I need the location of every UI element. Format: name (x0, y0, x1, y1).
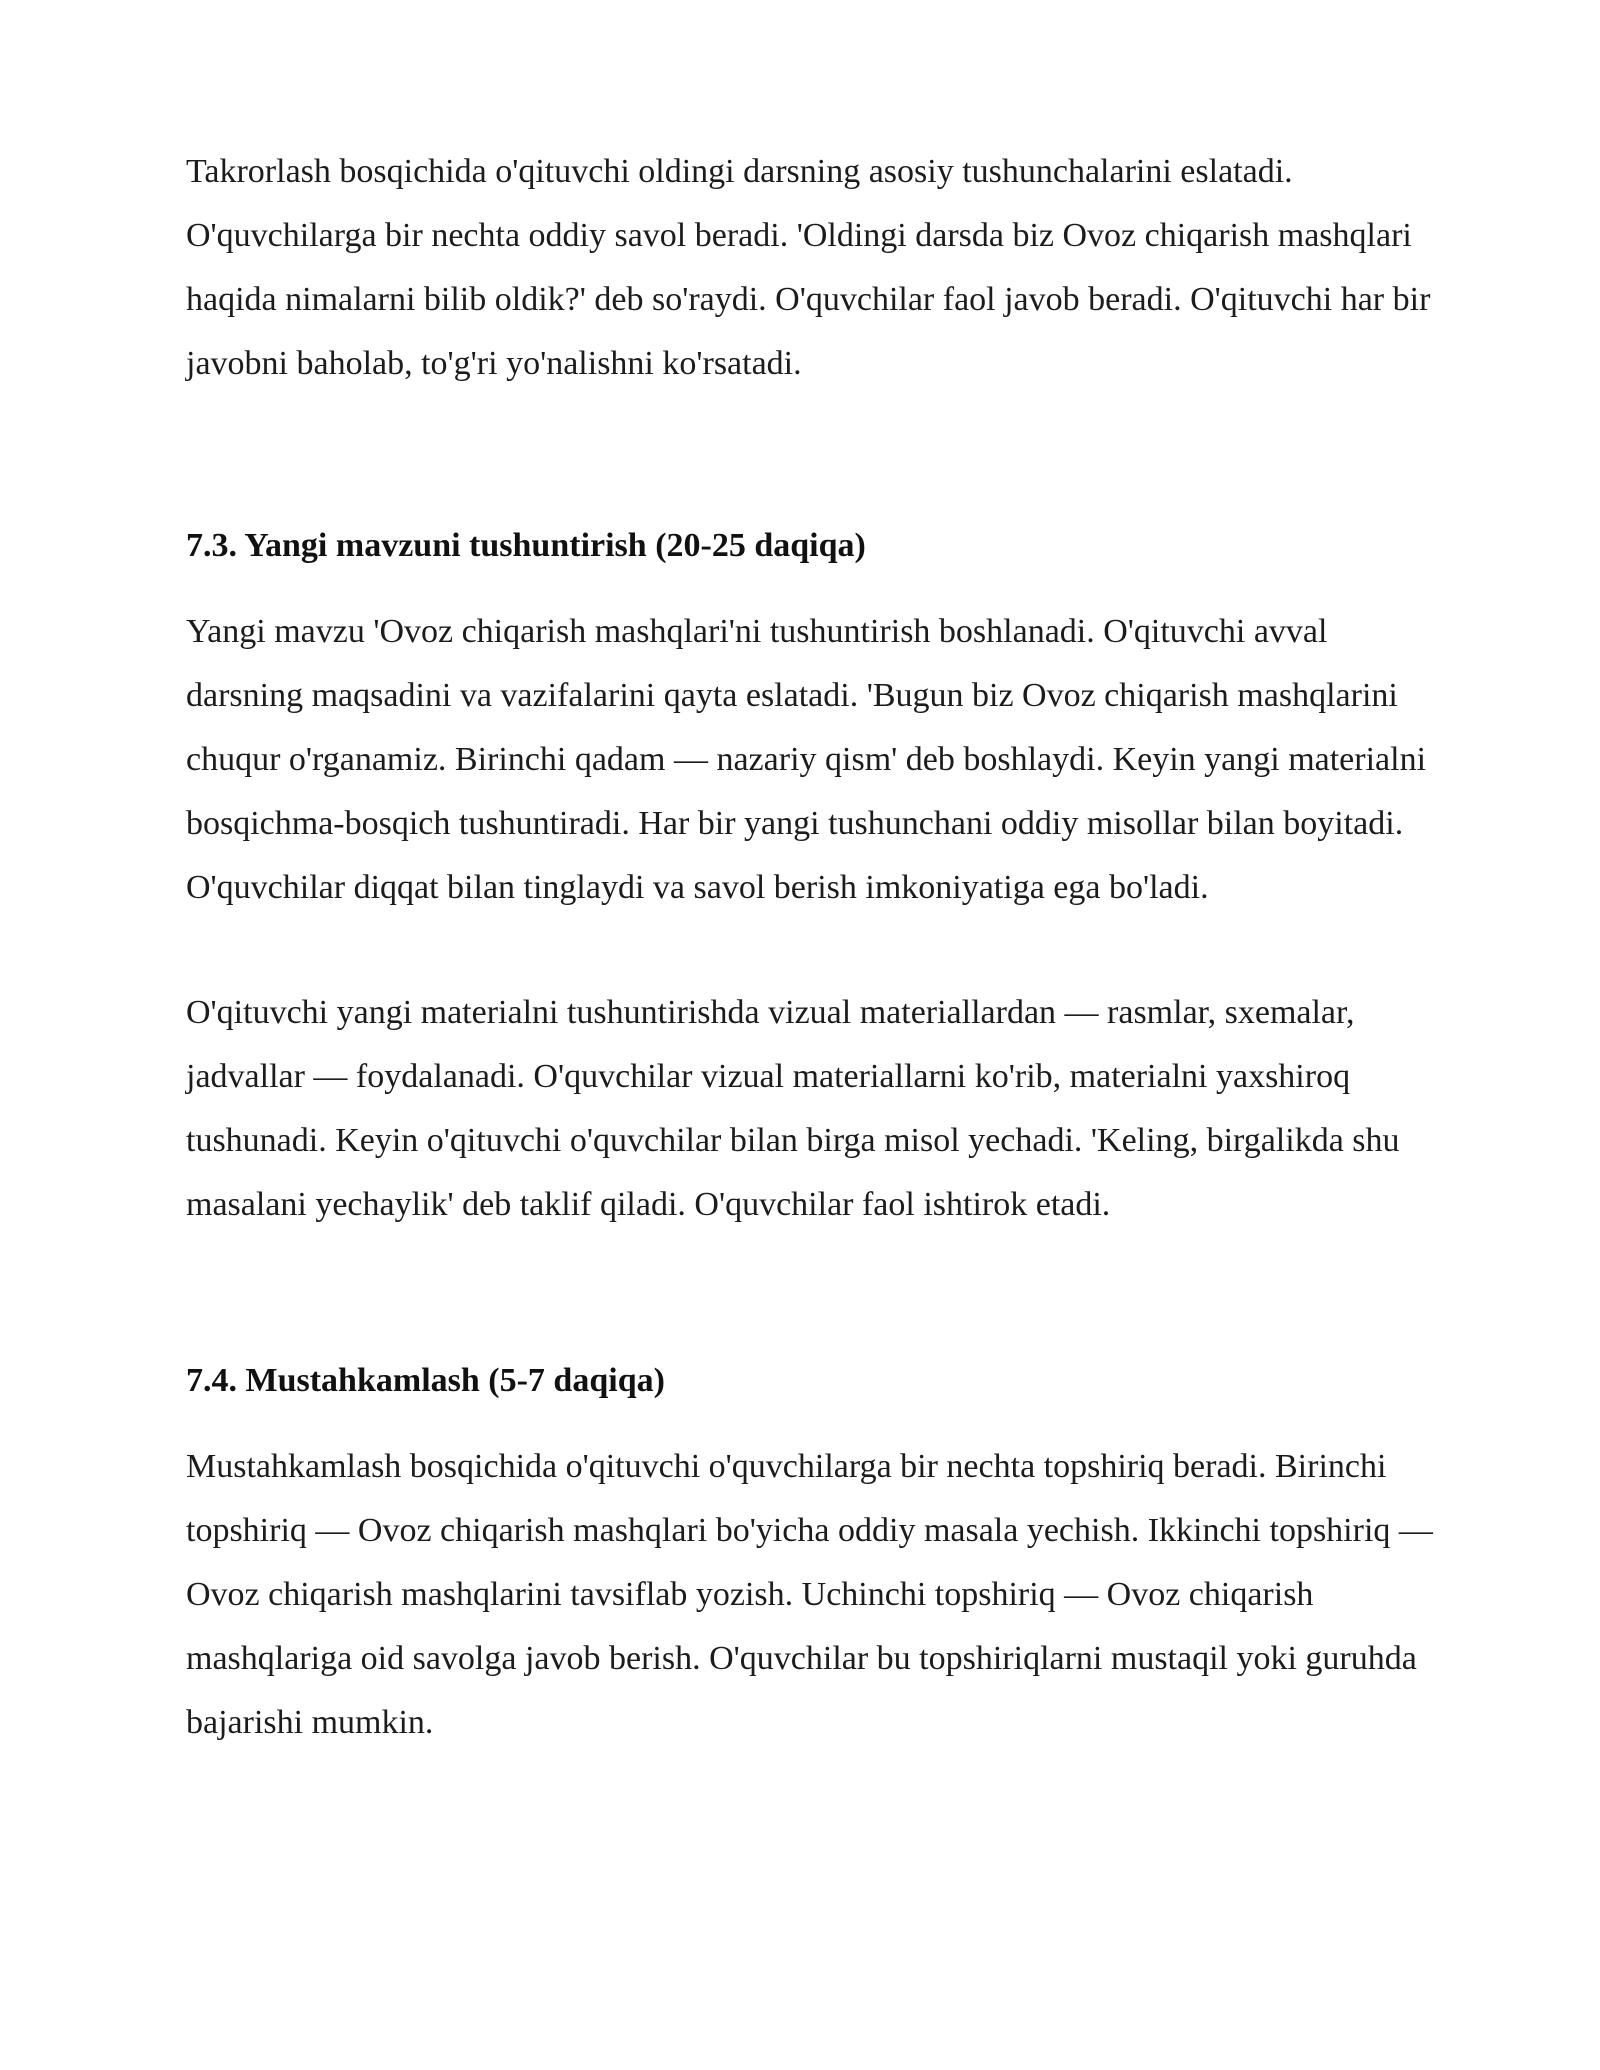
spacer (186, 1237, 1446, 1349)
section-heading-7-3: 7.3. Yangi mavzuni tushuntirish (20-25 daqiqa) (186, 527, 866, 564)
spacer (186, 1413, 1446, 1435)
spacer (186, 920, 1446, 981)
spacer (186, 396, 1446, 514)
section-7-4-paragraph-1: Mustahkamlash bosqichida o'qituvchi o'quvchilarga bir nechta topshiriq beradi. Birinchi topshiriq — Ovoz chiqarish mashqlari bo'yicha oddiy masala yechish. Ikkinchi topshiriq — Ovoz chiqarish mashqlarini tavsiflab yozish. Uchinchi topshiriq — Ovoz chiqarish mashqlariga oid savolga javob berish. O'quvchilar bu topshiriqlarni mustaqil yoki guruhda bajarishi mumkin. (186, 1448, 1433, 1741)
spacer (186, 578, 1446, 600)
section-7-3-paragraph-2: O'qituvchi yangi materialni tushuntirishda vizual materiallardan — rasmlar, sxemalar, jadvallar — foydalanadi. O'quvchilar vizual materiallarni ko'rib, materialni yaxshiroq tushunadi. Keyin o'qituvchi o'quvchilar bilan birga misol yechadi. 'Keling, birgalikda shu masalani yechaylik' deb taklif qiladi. O'quvchilar faol ishtirok etadi. (186, 994, 1400, 1223)
section-heading-7-4: 7.4. Mustahkamlash (5-7 daqiqa) (186, 1362, 665, 1399)
section-7-3-paragraph-1: Yangi mavzu 'Ovoz chiqarish mashqlari'ni tushuntirish boshlanadi. O'qituvchi avval darsning maqsadini va vazifalarini qayta eslatadi. 'Bugun biz Ovoz chiqarish mashqlarini chuqur o'rganamiz. Birinchi qadam — nazariy qism' deb boshlaydi. Keyin yangi materialni bosqichma-bosqich tushuntiradi. Har bir yangi tushunchani oddiy misollar bilan boyitadi. O'quvchilar diqqat bilan tinglaydi va savol berish imkoniyatiga ega bo'ladi. (186, 613, 1427, 906)
intro-paragraph: Takrorlash bosqichida o'qituvchi oldingi darsning asosiy tushunchalarini eslatadi. O'quvchilarga bir nechta oddiy savol beradi. 'Oldingi darsda biz Ovoz chiqarish mashqlari haqida nimalarni bilib oldik?' deb so'raydi. O'quvchilar faol javob beradi. O'qituvchi har bir javobni baholab, to'g'ri yo'nalishni ko'rsatadi. (186, 153, 1431, 382)
document-page (186, 140, 1446, 1755)
